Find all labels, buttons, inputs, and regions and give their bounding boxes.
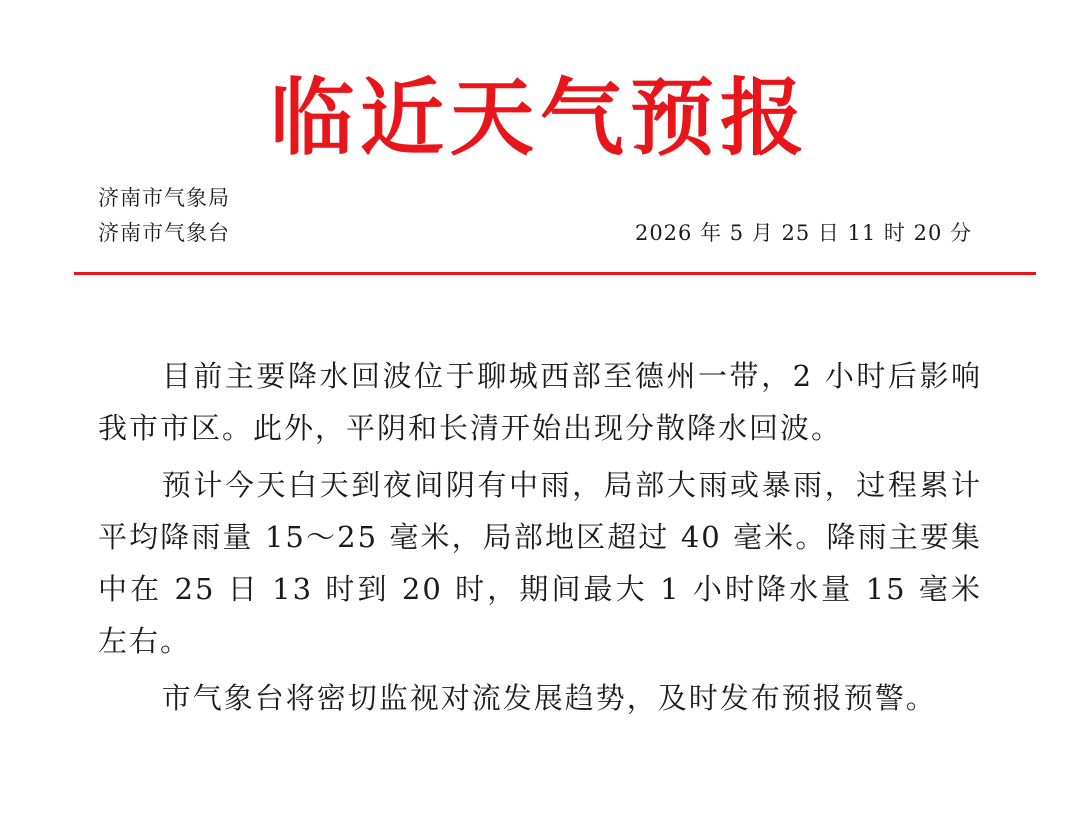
paragraph-rainfall-forecast: 预计今天白天到夜间阴有中雨，局部大雨或暴雨，过程累计平均降雨量 15～25 毫米，局部地区超过 40 毫米。降雨主要集中在 25 日 13 时到 20 时，期间最大 1 小时降水量 15 毫米左右。 — [98, 468, 982, 658]
issue-timestamp: 2026 年 5 月 25 日 11 时 20 分 — [634, 221, 972, 245]
header-divider — [74, 272, 1036, 275]
document-title: 临近天气预报 — [269, 68, 810, 167]
paragraph-monitoring-note: 市气象台将密切监视对流发展趋势，及时发布预报预警。 — [161, 681, 937, 715]
forecast-body — [98, 350, 982, 729]
issuer-observatory: 济南市气象台 — [98, 221, 230, 245]
paragraph-current-echo: 目前主要降水回波位于聊城西部至德州一带，2 小时后影响我市市区。此外，平阴和长清开始出现分散降水回波。 — [98, 359, 982, 445]
issuer-bureau: 济南市气象局 — [98, 186, 230, 210]
